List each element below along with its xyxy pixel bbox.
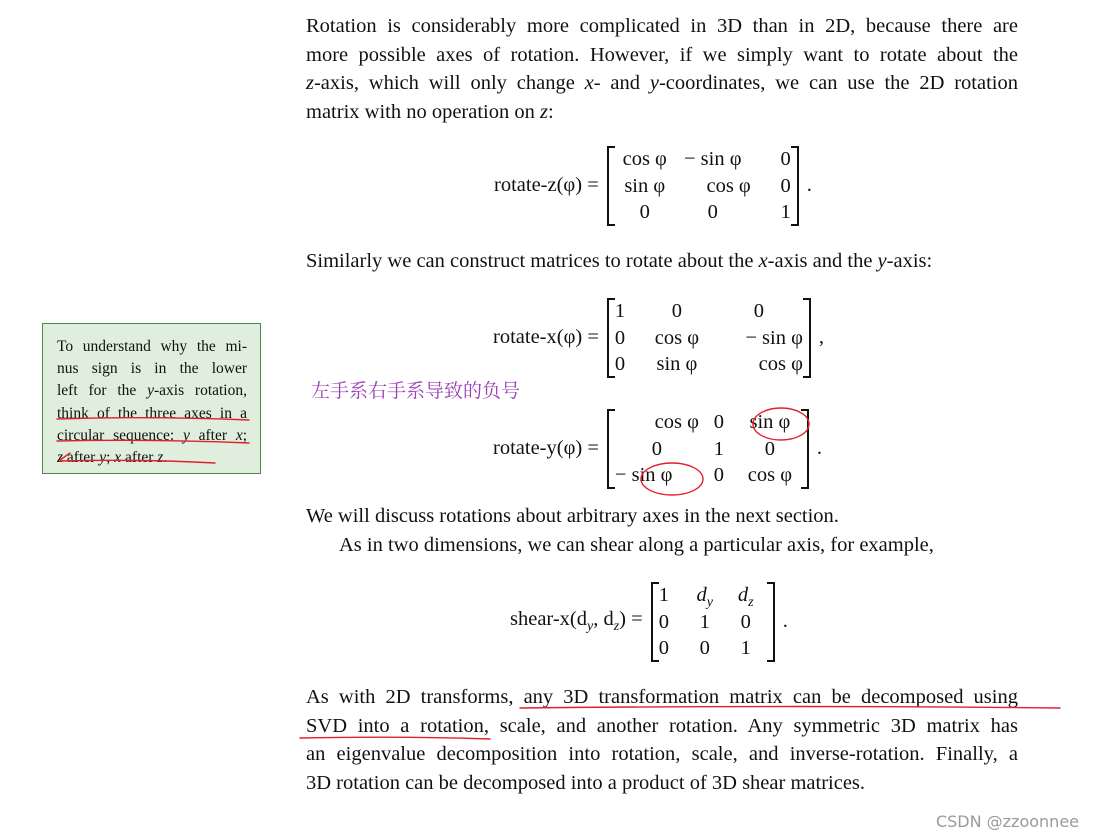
math-var: z [157, 449, 164, 467]
equation-label: rotate-z(φ) = [494, 174, 599, 197]
matrix-cell: 0 [671, 300, 683, 322]
note-line [57, 447, 247, 469]
matrix-shear-x [651, 582, 775, 662]
matrix-cell [685, 582, 725, 609]
text-run: ; [242, 426, 248, 444]
text-run: . [163, 449, 168, 467]
matrix-cell: 0 [658, 637, 669, 659]
paragraph-shear-intro [306, 502, 1018, 559]
matrix-cell: 0 [699, 637, 710, 659]
matrix-cell: sin φ [749, 411, 791, 433]
note-line: nus sign is in the lower [57, 360, 247, 378]
math-var: d [696, 584, 707, 606]
paragraph-line: Rotation is considerably more complicated in 3D than in 2D, because there are [306, 15, 1018, 37]
math-var: x [235, 426, 243, 444]
matrix-cell: cos φ [622, 148, 667, 170]
paragraph-line [306, 247, 1018, 276]
note-line: To understand why the mi- [57, 338, 247, 355]
matrix-cell: cos φ [747, 464, 793, 486]
text-run: , d [593, 608, 614, 631]
matrix-cell: − sin φ [614, 464, 673, 486]
paragraph-line: As with 2D transforms, any 3D transformation matrix can be decomposed using [306, 686, 1018, 708]
paragraph-line: SVD into a rotation, scale, and another rotation. Any symmetric 3D matrix has [306, 714, 1018, 737]
math-var: y [182, 426, 190, 444]
text-run: after [121, 449, 158, 467]
watermark: CSDN @zzoonnee [935, 812, 1079, 831]
paragraph-line [306, 98, 1018, 127]
math-var: y [877, 250, 887, 272]
math-subscript: y [587, 619, 594, 635]
math-var: x [114, 449, 122, 467]
matrix-cell: − sin φ [683, 148, 742, 170]
matrix-cell: 0 [707, 201, 718, 223]
matrix-cell [725, 582, 767, 609]
text-run: -axis and the [767, 250, 878, 272]
equation-label [510, 608, 643, 635]
note-line [57, 380, 247, 402]
math-var: y [147, 382, 154, 400]
matrix-cell: 0 [651, 437, 663, 460]
math-var: z [306, 72, 314, 94]
matrix-cell: 1 [614, 300, 626, 322]
text-run: ) = [619, 608, 643, 631]
equation-label: rotate-x(φ) = [493, 326, 599, 349]
text-run: -axis rotation, [153, 382, 247, 400]
annotation-chinese-note: 左手系右手系导致的负号 [311, 380, 521, 402]
text-run: Similarly we can construct matrices to rotate about the [306, 250, 759, 272]
paragraph-line [306, 69, 1018, 98]
matrix-cell: cos φ [654, 326, 700, 349]
matrix-cell: sin φ [656, 353, 698, 375]
matrix-cell: 1 [658, 584, 669, 606]
equation-label: rotate-y(φ) = [493, 437, 599, 460]
text-run: : [547, 100, 554, 123]
text-run: matrix with no operation on [306, 100, 540, 123]
math-subscript: y [706, 595, 713, 611]
matrix-cell: 0 [658, 610, 669, 633]
matrix-cell: 0 [753, 300, 765, 322]
matrix-cell: 0 [740, 610, 751, 633]
matrix-cell: 0 [713, 411, 725, 433]
text-run: after [189, 426, 236, 444]
matrix-cell: 0 [780, 148, 791, 170]
matrix-rotate-z [607, 146, 799, 226]
matrix-cell: 0 [614, 353, 626, 375]
matrix-cell: 0 [614, 326, 626, 349]
math-var: z [540, 100, 548, 123]
matrix-cell: 1 [713, 437, 725, 460]
math-subscript: z [748, 595, 754, 611]
matrix-cell: cos φ [758, 353, 803, 375]
text-run: -axis: [886, 250, 933, 272]
matrix-cell: 0 [639, 201, 650, 223]
equation-rotate-z [494, 146, 812, 226]
text-run: -axis, which will only change [313, 72, 585, 94]
math-var: y [649, 72, 659, 94]
paragraph-decomposition [306, 683, 1018, 797]
text-run: left for the [57, 382, 148, 400]
text-run: -coordinates, we can use the 2D rotation [658, 72, 1018, 94]
matrix-cell: 1 [780, 201, 791, 223]
text-run: circular sequence: [57, 426, 183, 444]
matrix-rotate-x [607, 298, 811, 378]
margin-note [42, 323, 261, 474]
matrix-cell: 0 [713, 464, 725, 486]
equation-shear-x [510, 582, 788, 662]
matrix-cell: 1 [740, 637, 751, 659]
math-var: y [99, 449, 107, 467]
paragraph-line: an eigenvalue decomposition into rotation, scale, and inverse-rotation. Finally, a [306, 743, 1018, 765]
text-run: after [63, 449, 100, 467]
matrix-cell: − sin φ [745, 326, 803, 349]
paragraph-similarly [306, 247, 1018, 276]
math-var: x [584, 72, 594, 94]
matrix-rotate-y [607, 409, 809, 489]
equation-punct: . [782, 610, 788, 633]
equation-punct: , [818, 326, 825, 349]
text-run: shear-x(d [510, 608, 587, 631]
equation-rotate-y [493, 409, 822, 489]
matrix-cell: 1 [699, 610, 710, 633]
text-run: - and [593, 72, 650, 94]
paragraph-line: As in two dimensions, we can shear along a particular axis, for example, [339, 533, 934, 556]
equation-rotate-x [493, 298, 824, 378]
matrix-cell: 0 [764, 437, 776, 460]
paragraph-line: 3D rotation can be decomposed into a product of 3D shear matrices. [306, 771, 866, 794]
matrix-cell: cos φ [706, 174, 751, 197]
matrix-cell: cos φ [654, 411, 699, 433]
paragraph-line: We will discuss rotations about arbitrary axes in the next section. [306, 505, 839, 527]
math-subscript: z [613, 619, 620, 635]
matrix-cell: sin φ [624, 174, 666, 197]
paragraph-rotation-intro [306, 12, 1018, 126]
math-var: x [758, 250, 768, 272]
equation-punct: . [806, 174, 812, 197]
math-var: z [57, 449, 64, 467]
text-run: ; [106, 449, 115, 467]
note-line [57, 425, 247, 447]
paragraph-line: more possible axes of rotation. However, if we simply want to rotate about the [306, 43, 1018, 66]
matrix-cell: 0 [780, 174, 791, 197]
equation-punct: . [816, 437, 823, 460]
math-var: d [737, 584, 749, 606]
note-line: think of the three axes in a [57, 404, 247, 422]
